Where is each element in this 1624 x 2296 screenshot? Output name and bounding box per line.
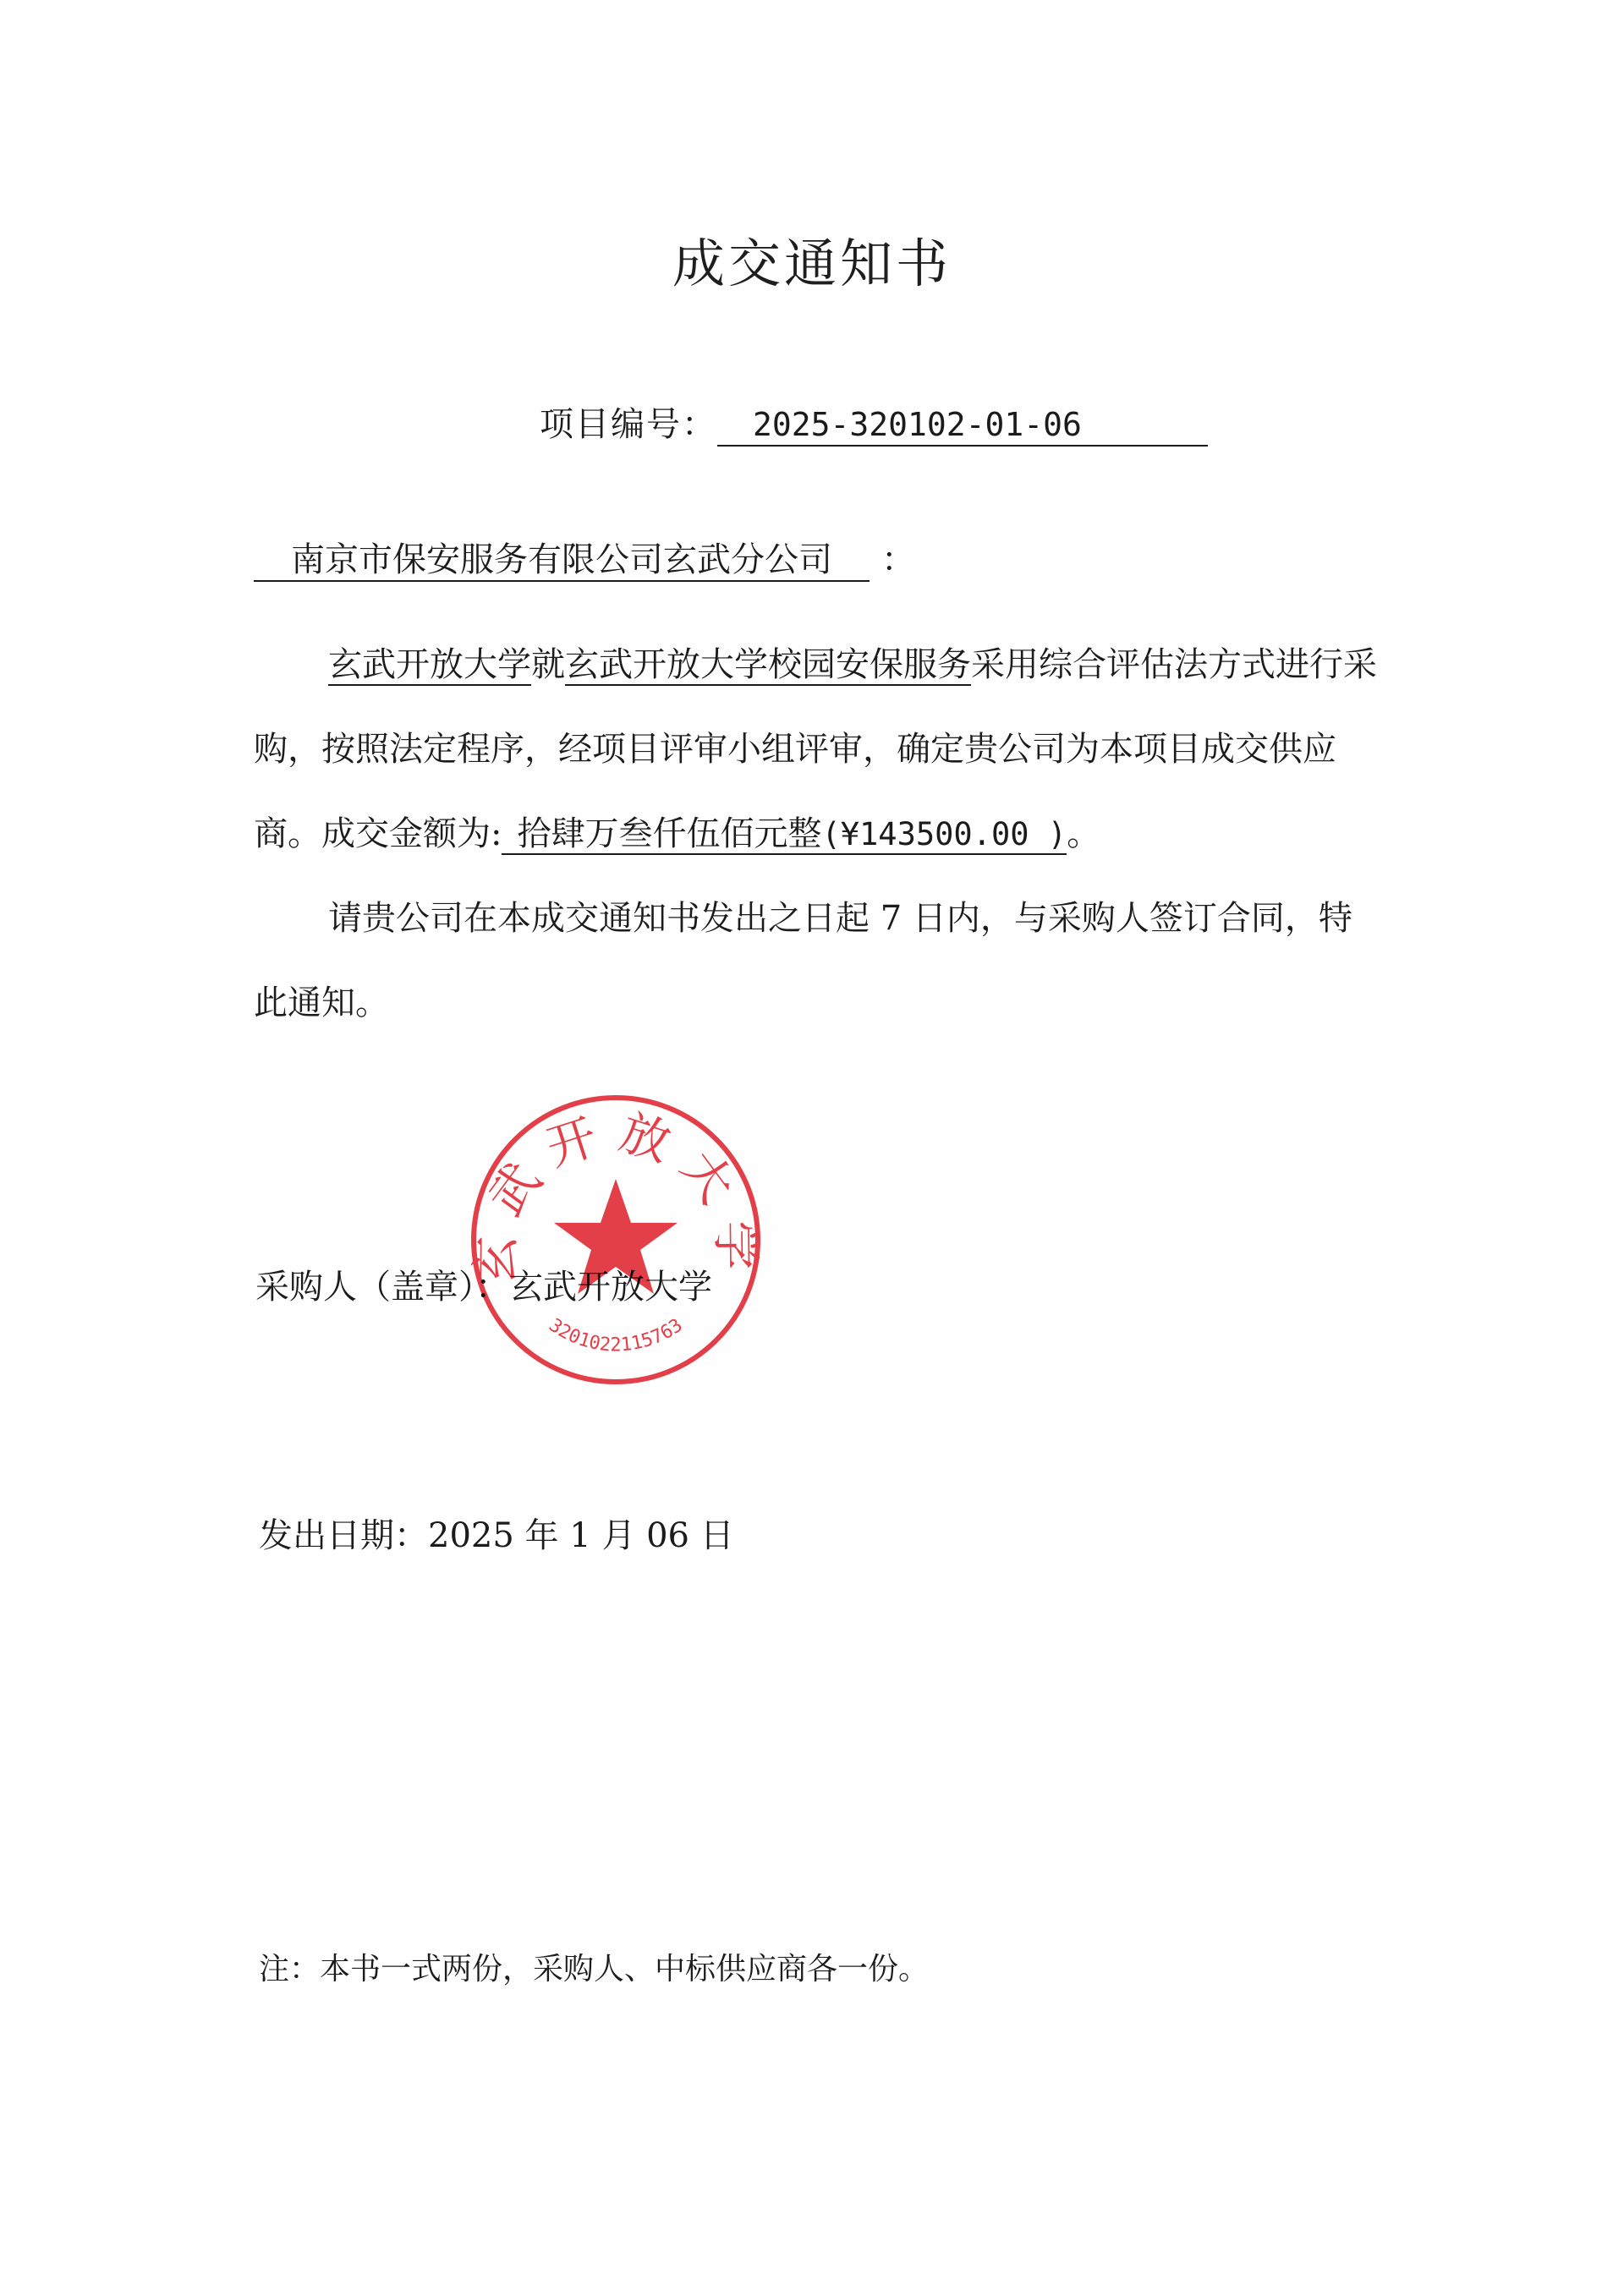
issue-date-value: 2025 年 1 月 06 日 [428,1516,734,1555]
purchaser-label: 采购人（盖章）： [255,1268,509,1307]
project-number-value: 2025-320102-01-06 [717,406,1208,447]
footnote: 注：本书一式两份，采购人、中标供应商各一份。 [259,1952,930,1986]
issue-date-label: 发出日期： [259,1516,428,1555]
addressee-company: 南京市保安服务有限公司玄武分公司 [254,540,870,582]
addressee-line [254,533,915,582]
buyer-name: 玄武开放大学 [328,645,531,684]
award-text-end: 。 [1067,814,1101,853]
amount-words: 拾肆万叁仟伍佰元整 [517,814,822,853]
award-paragraph [254,622,1379,877]
seal-text: 玄武开放大学 [467,1103,765,1285]
issue-date-line [259,1509,734,1557]
award-text-connector: 就 [531,645,565,684]
project-number-label: 项目编号： [540,405,717,444]
amount-figure: (¥143500.00 ) [821,816,1067,852]
purchaser-name: 玄武开放大学 [509,1268,712,1307]
seal-code: 3201022115763 [545,1314,687,1356]
seal-star-icon [554,1179,678,1294]
project-name: 玄武开放大学校园安保服务 [565,645,971,684]
contract-paragraph: 请贵公司在本成交通知书发出之日起 7 日内，与采购人签订合同，特此通知。 [254,899,1352,1022]
addressee-colon: ： [881,540,915,579]
project-number-line [540,397,1208,447]
award-text-main: 采用综合评估法方式进行采购，按照法定程序，经项目评审小组评审，确定贵公司为本项目成交供应商。成交金额为: [254,645,1377,853]
document-title: 成交通知书 [672,233,952,294]
official-seal [467,1091,765,1389]
award-amount [502,814,1067,855]
